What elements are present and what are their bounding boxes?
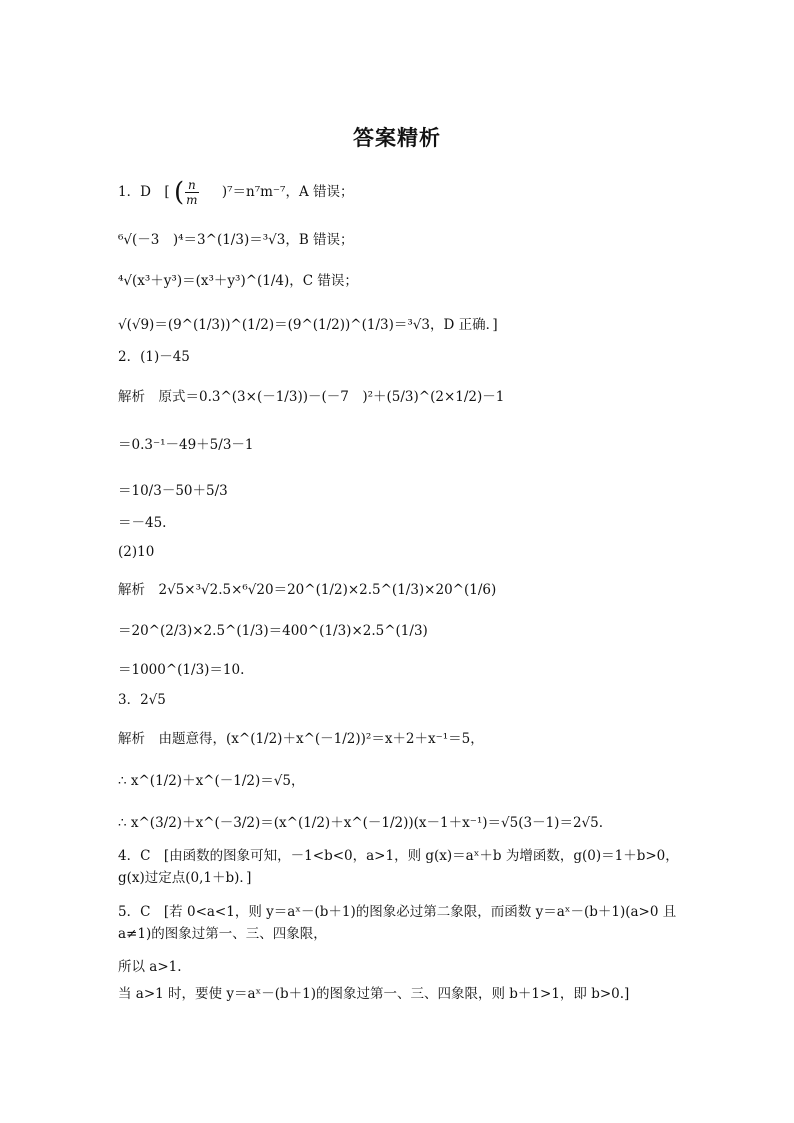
q1-fraction: $\frac{n}{m}$ xyxy=(186,178,198,207)
q1-label: 1．D [ xyxy=(118,184,170,200)
q2-part2-answer: (2)10 xyxy=(118,544,155,560)
q2-part1-line-2: ＝0.3⁻¹－49＋5/3－1 xyxy=(118,437,254,453)
q1-line-1-tail: )⁷＝n⁷m⁻⁷，A 错误； xyxy=(221,184,354,200)
q2-part1-answer: 2．(1)－45 xyxy=(118,349,190,365)
q1-line-1: 1．D [ ( $\frac{n}{m}$ )⁷＝n⁷m⁻⁷，A 错误； xyxy=(118,177,354,208)
q2-part2-line-2: ＝20^(2/3)×2.5^(1/3)＝400^(1/3)×2.5^(1/3) xyxy=(118,623,428,639)
q1-line-2: ⁶√(－3 )⁴＝3^(1/3)＝³√3，B 错误； xyxy=(118,232,354,248)
q5-line-2: 所以 a>1. xyxy=(118,959,182,975)
q5-line-1: 5．C [若 0<a<1，则 y＝aˣ－(b＋1)的图象必过第二象限，而函数 y＝aˣ－(b＋1)(a>0 且 a≠1)的图象过第一、三、四象限， xyxy=(118,904,677,942)
q1-line-3: ⁴√(x³＋y³)＝(x³＋y³)^(1/4)，C 错误； xyxy=(118,273,358,289)
q3-line-3: ∴ x^(3/2)＋x^(－3/2)＝(x^(1/2)＋x^(－1/2))(x－1＋x⁻¹)＝√5(3－1)＝2√5. xyxy=(118,815,604,831)
page-title: 答案精析 xyxy=(353,126,441,150)
q2-part1-line-1: 解析 原式＝0.3^(3×(－1/3))－(－7 )²＋(5/3)^(2×1/2)－1 xyxy=(118,389,505,405)
q2-part1-line-3: ＝10/3－50＋5/3 xyxy=(118,483,228,499)
q2-part1-line-4: ＝－45. xyxy=(118,515,167,531)
q2-part2-line-3: ＝1000^(1/3)＝10. xyxy=(118,662,245,678)
q4-text: 4．C [由函数的图象可知，－1<b<0，a>1，则 g(x)＝aˣ＋b 为增函数，g(0)＝1＋b>0，g(x)过定点(0,1＋b)．] xyxy=(118,848,679,886)
q1-line-4: √(√9)＝(9^(1/3))^(1/2)＝(9^(1/2))^(1/3)＝³√3，D 正确．] xyxy=(118,317,498,333)
q3-line-1: 解析 由题意得，(x^(1/2)＋x^(－1/2))²＝x＋2＋x⁻¹＝5， xyxy=(118,731,484,747)
q3-answer: 3．2√5 xyxy=(118,692,166,708)
q3-line-2: ∴ x^(1/2)＋x^(－1/2)＝√5， xyxy=(118,773,305,789)
q2-part2-line-1: 解析 2√5×³√2.5×⁶√20＝20^(1/2)×2.5^(1/3)×20^(1/6) xyxy=(118,582,497,598)
q5-line-3: 当 a>1 时，要使 y＝aˣ－(b＋1)的图象过第一、三、四象限，则 b＋1>1，即 b>0.] xyxy=(118,986,630,1002)
